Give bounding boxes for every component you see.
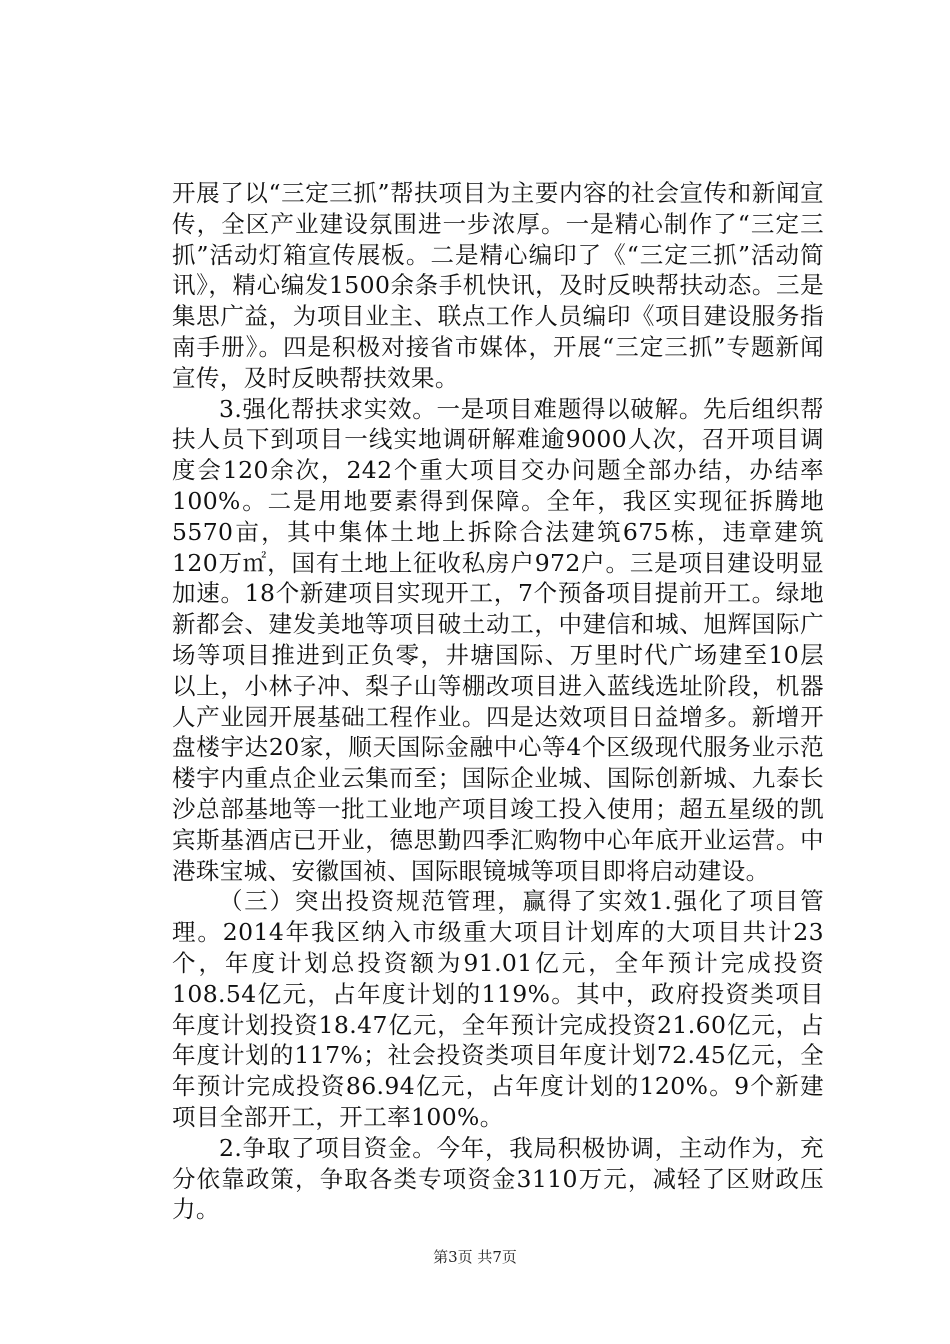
paragraph-publicity: 开展了以“三定三抓”帮扶项目为主要内容的社会宣传和新闻宣传，全区产业建设氛围进一步浓厚。一是精心制作了“三定三抓”活动灯箱宣传展板。二是精心编印了《“三定三抓”活动简讯》，精心编发1500余条手机快讯，及时反映帮扶动态。三是集思广益，为项目业主、联点工作人员编印《项目建设服务指南手册》。四是积极对接省市媒体，开展“三定三抓”专题新闻宣传，及时反映帮扶效果。 — [172, 179, 824, 392]
paragraph-investment-management: （三）突出投资规范管理，赢得了实效1.强化了项目管理。2014年我区纳入市级重大项目计划库的大项目共计23个，年度计划总投资额为91.01亿元，全年预计完成投资108.54亿元，占年度计划的119%。其中，政府投资类项目年度计划投资18.47亿元，全年预计完成投资21.60亿元，占年度计划的117%；社会投资类项目年度计划72.45亿元，全年预计完成投资86.94亿元，占年度计划的120%。9个新建项目全部开工，开工率100%。 — [172, 887, 824, 1131]
paragraph-assistance-results: 3.强化帮扶求实效。一是项目难题得以破解。先后组织帮扶人员下到项目一线实地调研解难逾9000人次，召开项目调度会120余次，242个重大项目交办问题全部办结，办结率100%。二是用地要素得到保障。全年，我区实现征拆腾地5570亩，其中集体土地上拆除合法建筑675栋，违章建筑120万㎡，国有土地上征收私房户972户。三是项目建设明显加速。18个新建项目实现开工，7个预备项目提前开工。绿地新都会、建发美地等项目破土动工，中建信和城、旭辉国际广场等项目推进到正负零，井塘国际、万里时代广场建至10层以上，小林子冲、梨子山等棚改项目进入蓝线选址阶段，机器人产业园开展基础工程作业。四是达效项目日益增多。新增开盘楼宇达20家，顺天国际金融中心等4个区级现代服务业示范楼宇内重点企业云集而至；国际企业城、国际创新城、九泰长沙总部基地等一批工业地产项目竣工投入使用；超五星级的凯宾斯基酒店已开业，德思勤四季汇购物中心年底开业运营。中港珠宝城、安徽国祯、国际眼镜城等项目即将启动建设。 — [172, 394, 824, 885]
paragraph-project-funds: 2.争取了项目资金。今年，我局积极协调，主动作为，充分依靠政策，争取各类专项资金3110万元，减轻了区财政压力。 — [172, 1133, 824, 1224]
document-body — [172, 178, 824, 1225]
page-number-footer: 第3页 共7页 — [433, 1248, 517, 1266]
